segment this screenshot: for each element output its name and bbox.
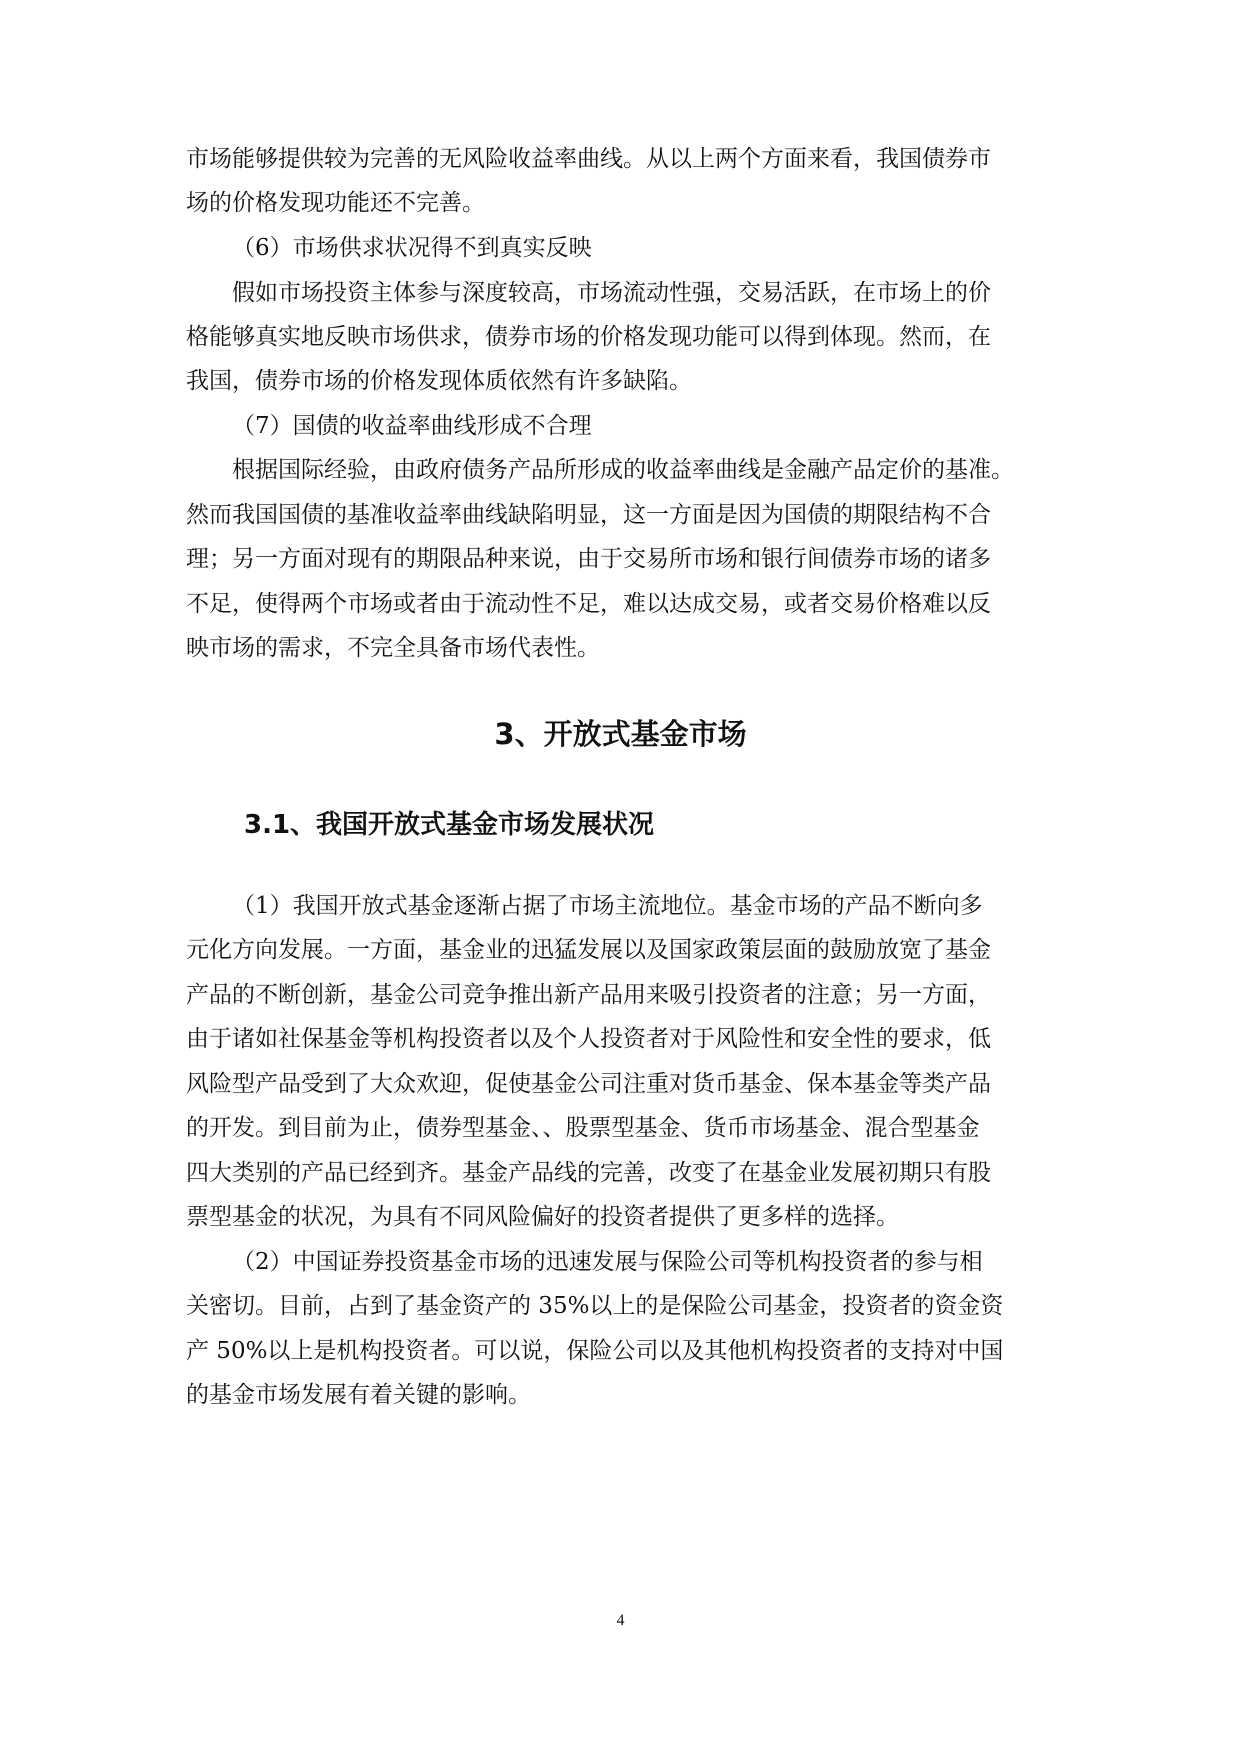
paragraph-line: 理；另一方面对现有的期限品种来说，由于交易所市场和银行间债券市场的诸多 xyxy=(186,546,991,572)
item-7-heading: （7）国债的收益率曲线形成不合理 xyxy=(232,413,592,439)
paragraph-line: 不足，使得两个市场或者由于流动性不足，难以达成交易，或者交易价格难以反 xyxy=(186,591,991,617)
paragraph-line: 格能够真实地反映市场供求，债券市场的价格发现功能可以得到体现。然而，在 xyxy=(186,324,991,350)
paragraph-line: 我国，债券市场的价格发现体质依然有许多缺陷。 xyxy=(186,368,692,394)
paragraph-line: 假如市场投资主体参与深度较高，市场流动性强，交易活跃，在市场上的价 xyxy=(232,280,991,306)
subsection-heading: 3.1、我国开放式基金市场发展状况 xyxy=(244,810,655,840)
paragraph-line: 市场能够提供较为完善的无风险收益率曲线。从以上两个方面来看，我国债券市 xyxy=(186,146,991,172)
paragraph-line: 场的价格发现功能还不完善。 xyxy=(186,190,485,216)
paragraph-line: 产 50%以上是机构投资者。可以说，保险公司以及其他机构投资者的支持对中国 xyxy=(186,1338,1004,1364)
paragraph-line: 元化方向发展。一方面，基金业的迅猛发展以及国家政策层面的鼓励放宽了基金 xyxy=(186,937,991,963)
paragraph-line: 票型基金的状况，为具有不同风险偏好的投资者提供了更多样的选择。 xyxy=(186,1204,899,1230)
paragraph-line: 的基金市场发展有着关键的影响。 xyxy=(186,1382,531,1408)
paragraph-line: 由于诸如社保基金等机构投资者以及个人投资者对于风险性和安全性的要求，低 xyxy=(186,1026,991,1052)
paragraph-line: 然而我国国债的基准收益率曲线缺陷明显，这一方面是因为国债的期限结构不合 xyxy=(186,502,991,528)
item-6-heading: （6）市场供求状况得不到真实反映 xyxy=(232,235,592,261)
paragraph-line: 四大类别的产品已经到齐。基金产品线的完善，改变了在基金业发展初期只有股 xyxy=(186,1160,991,1186)
paragraph-line: （1）我国开放式基金逐渐占据了市场主流地位。基金市场的产品不断向多 xyxy=(232,893,983,919)
paragraph-line: 风险型产品受到了大众欢迎，促使基金公司注重对货币基金、保本基金等类产品 xyxy=(186,1071,991,1097)
paragraph-line: 的开发。到目前为止，债券型基金、、股票型基金、货币市场基金、混合型基金 xyxy=(186,1115,980,1141)
paragraph-line: 根据国际经验，由政府债务产品所形成的收益率曲线是金融产品定价的基准。 xyxy=(232,457,1014,483)
section-heading: 3、开放式基金市场 xyxy=(494,717,747,751)
paragraph-line: （2）中国证券投资基金市场的迅速发展与保险公司等机构投资者的参与相 xyxy=(232,1249,983,1275)
paragraph-line: 产品的不断创新，基金公司竞争推出新产品用来吸引投资者的注意；另一方面， xyxy=(186,982,991,1008)
paragraph-line: 映市场的需求，不完全具备市场代表性。 xyxy=(186,635,600,661)
page-number: 4 xyxy=(616,1612,625,1629)
paragraph-line: 关密切。目前，占到了基金资产的 35%以上的是保险公司基金，投资者的资金资 xyxy=(186,1293,1004,1319)
